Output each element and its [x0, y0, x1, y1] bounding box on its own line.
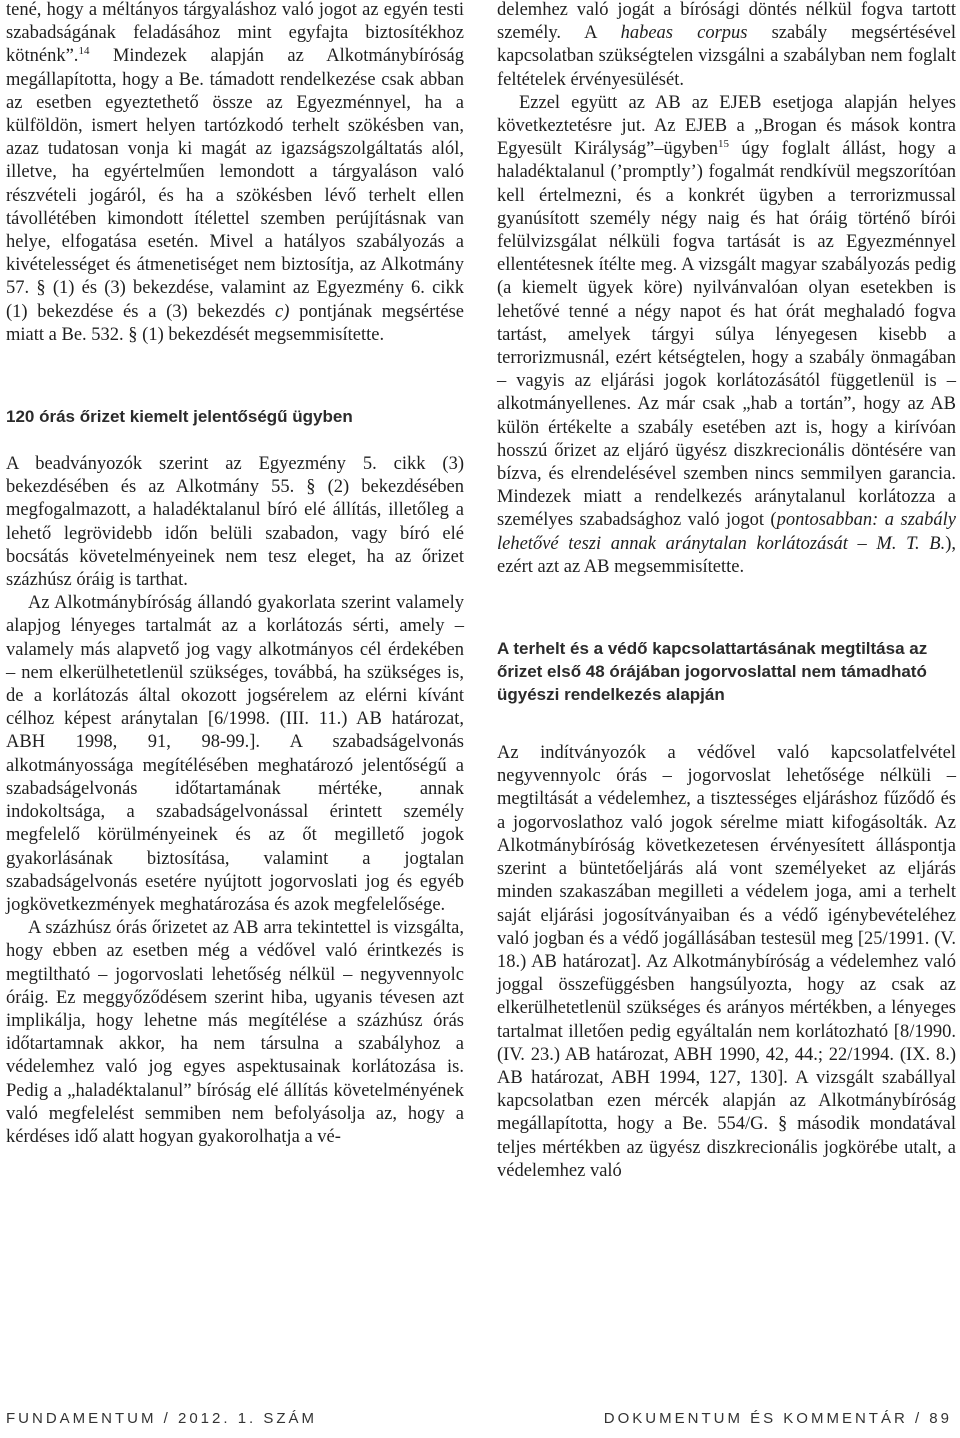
right-p2b-text: úgy foglalt állást, hogy a haladéktalanul (’promptly’) fogalmát rendkívül megszorítóan kell értelmezni, és a konkrét ügyben a terrorizmussal gyanúsított személy négy naig és hat óráig történő bírói felülvizsgálat nélküli fogva tartását is az Egyezménnyel ellentétesnek ítélte meg. A vizsgált magyar szabályozás pedig (a kiemelt ügyek köre) nyilvánvalóan olyan esetekben is lehetővé tenné a négy napot és hat órát meghaladó fogva tartást, amelyek tárgyi súlya lényegesen kisebb a terrorizmusnál, ezért kétségtelen, hogy a szabály önmagában – vagyis az eljárási jogok korlátozásától függetlenül is – alkotmányellenes. Az már csak „hab a tortán”, hogy az AB külön értékelte a szabály esetében azt is, hogy a kirívóan hosszú őrizet az eljáró ügyész diszkrecionális döntésére van bízva, és elrendelésével szemben nincs semmilyen garancia. Mindezek miatt a rendelkezés aránytalanul korlátozza a személyes szabadsághoz való jogot (: [497, 139, 956, 531]
right-paragraph-3: Az indítványozók a védővel való kapcsolatfelvétel negyvennyolc órás – jogorvoslat lehetősége nélküli – megtiltását a védelemhez, a tisztességes eljáráshoz fűződő és a jogorvoslathoz való jogok sérelme miatt kifogásolták. Az Alkotmánybíróság következetesen érvényesített álláspontja szerint a büntetőeljárás alá vont személyeket az eljárás minden szakaszában megilleti a védelem joga, ami a terhelt saját eljárási jogosítványaiban és a védő igénybevételéhez való jogban és a védő jogállásában testesül meg [25/1991. (V. 18.) AB határozat]. Az Alkotmánybíróság a védelemhez való joggal összefüggésben hangsúlyozta, hogy az csak az elkerülhetetlenül szükséges és arányos mértékben, a lényeges tartalmat illetően pedig egyáltalán nem korlátozható [8/1990. (IV. 23.) AB határozat, ABH 1990, 42, 44.; 22/1994. (IX. 8.) AB határozat, ABH 1994, 127, 130]. A vizsgált szabállyal kapcsolatban ezen mércék alapján az Alkotmánybíróság megállapította, hogy a Be. 554/G. § második mondatával teljes mértékben az ügyész diszkrecionális jogkörébe utalt, a védelemhez való: [497, 743, 956, 1181]
left-paragraph-1: [6, 0, 464, 347]
right-p1a-text: delemhez való jogát a bírósági döntés nélkül fogva tartott személy. A: [497, 0, 956, 44]
left-p1-text: tené, hogy a méltányos tárgyaláshoz való jogot az egyén testi szabadságának feladásához mint egyfajta biztosítékhoz kötnénk”.: [6, 0, 464, 67]
left-paragraph-3: Az Alkotmánybíróság állandó gyakorlata szerint valamely alapjog lényeges tartalmát az a korlátozás sérti, amely – valamely más alapvető jog vagy alkotmányos cél érdekében – nem elkerülhetetlenül szükséges, továbbá, ha szükséges is, de a korlátozás által okozott jogsérelem az elérni kívánt célhoz képest aránytalan [6/1998. (III. 11.) AB határozat, ABH 1998, 91, 98-99.]. A szabadságelvonás alkotmányossága megítélésében meghatározó jelentőségű a szabadságelvonás időtartamának mértéke, annak indokoltsága, a szabadságelvonással érintett személy megfelelő körülményeinek és az őt megillető jogok gyakorlásának biztosítása, valamint a jogtalan szabadságelvonás esetére nyújtott jogorvoslati jog és egyéb jogkövetkezmények meghatározása és azok megfelelősége.: [6, 593, 464, 915]
left-column: [6, 0, 464, 1149]
footnote-ref-15[interactable]: 15: [718, 138, 729, 151]
footer-section-page: DOKUMENTUM ÉS KOMMENTÁR / 89: [603, 1410, 952, 1427]
left-paragraph-4: A százhúsz órás őrizetet az AB arra tekintettel is vizsgálta, hogy ebben az esetben még a védővel való érintkezés is megtiltható – jogorvoslati lehetőség nélkül – negyvennyolc óráig. Ez meggyőződésem szerint hiba, ugyanis tévesen azt implikálja, hogy lehetne más megítélése a százhúsz órás időtartamnak akkor, ha nem társulna a szabályhoz a védelemhez való jog egyes aspektusainak korlátozása is. Pedig a „haladéktalanul” bíróság elé állítás követelményének való megfelelést semmiben nem befolyásolja az, hogy a kérdéses idő alatt hogyan gyakorolhatja a vé-: [6, 918, 464, 1147]
left-p1b-text: Mindezek alapján az Alkotmánybíróság megállapította, hogy a Be. támadott rendelkezése csak abban az esetben egyeztethető össze az Egyezménnyel, ha a külföldön, ismert helyen tartózkodó terhelt szökésben van, azaz tudatosan vonja ki magát az igazságszolgáltatás alól, illetve, ha egyértelműen lemondott a tárgyaláson való részvételi jogáról, és ha a szökésben lévő terhelt ellen távollétében kimondott ítélettel szemben perújításnak van helye, elfogatása esetén. Mivel a hatályos szabályozás a kivételességet és átmenetiséget nem biztosítja, az Alkotmány 57. § (1) és (3) bekezdése, valamint az Egyezmény 6. cikk (1) bekezdése és a (3) bekezdés: [6, 46, 464, 322]
right-paragraph-2: [497, 92, 956, 579]
left-section-heading: 120 órás őrizet kiemelt jelentőségű ügyben: [6, 407, 353, 427]
right-p2-italic: pontosabban: a szabály lehetővé teszi annak aránytalan korlátozását – M. T. B.: [497, 510, 956, 554]
left-p1c-text: pontjának megsértése miatt a Be. 532. § (1) bekezdését megsemmisítette.: [6, 301, 464, 345]
right-p2a-text: Ezzel együtt az AB az EJEB esetjoga alapján helyes következtetésre jut. Az EJEB a „Brogan és mások kontra Egyesült Királyság”–ügyben: [497, 92, 956, 160]
right-p2c-text: ), ezért azt az AB megsemmisítette.: [497, 533, 956, 577]
right-column: [497, 0, 956, 1183]
right-section-heading: A terhelt és a védő kapcsolattartásának megtiltása az őrizet első 48 órájában jogorvoslattal nem támadható ügyészi rendelkezés alapján: [497, 639, 928, 705]
footer-journal-issue: FUNDAMENTUM / 2012. 1. SZÁM: [6, 1410, 318, 1427]
left-paragraph-2: A beadványozók szerint az Egyezmény 5. cikk (3) bekezdésében és az Alkotmány 55. § (2) bekezdésében megfogalmazott, a haladéktalanul bíró elé állítás, illetőleg a lehető legrövidebb időn belüli szabadon, vagy bíró elé bocsátás követelményeinek nem tesz eleget, ha az őrizet százhúsz óráig is tarthat.: [6, 454, 464, 591]
right-p1b-text: szabály megsértésével kapcsolatban szükségtelen vizsgálni a szabályban nem foglalt feltételek érvényesülését.: [497, 23, 956, 90]
footnote-ref-14[interactable]: 14: [78, 45, 90, 58]
right-p1-italic: habeas corpus: [620, 23, 748, 44]
right-paragraph-1: [497, 0, 956, 92]
left-p1-italic: c): [275, 301, 290, 322]
